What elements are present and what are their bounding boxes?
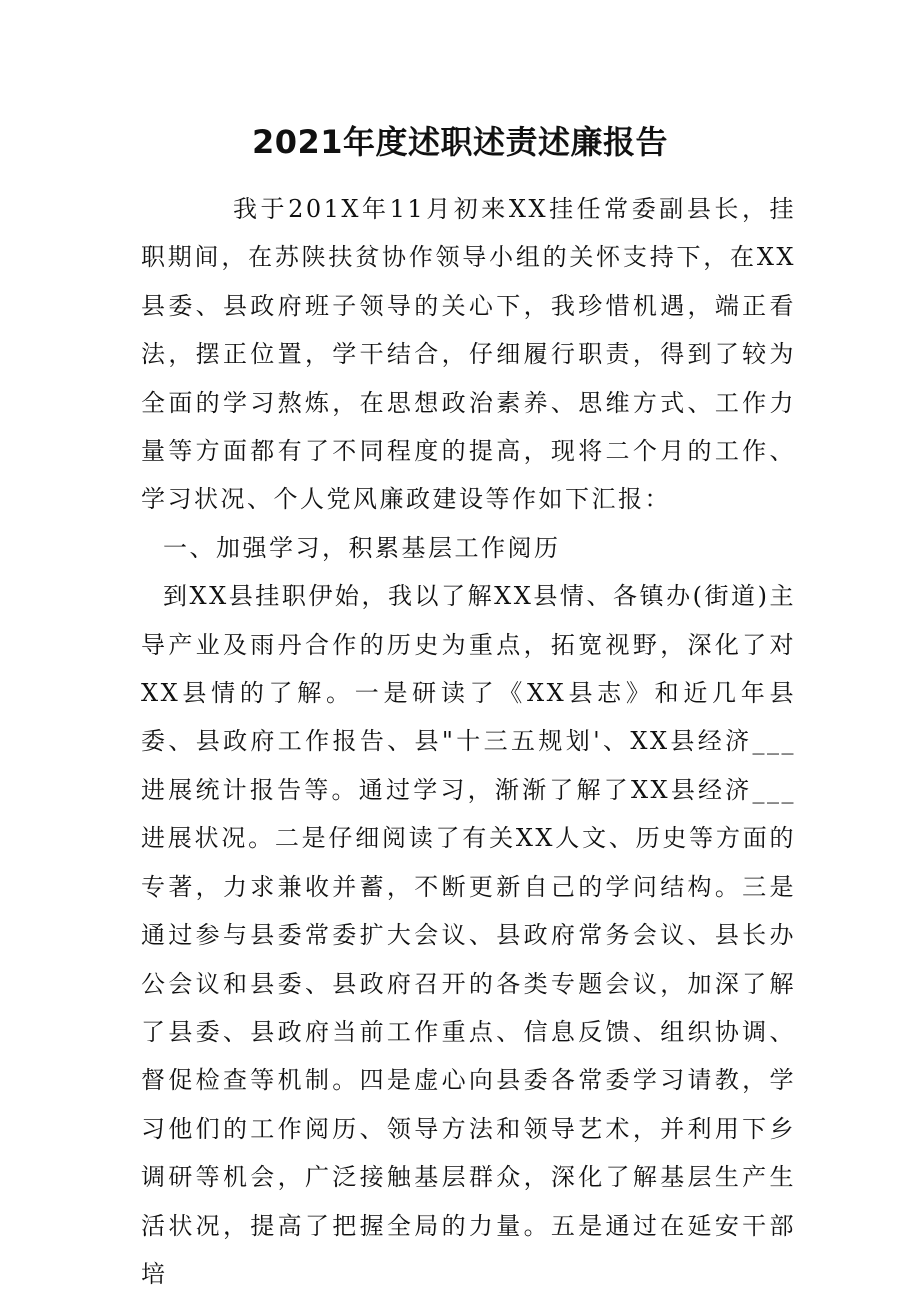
intro-paragraph: 我于201X年11月初来XX挂任常委副县长，挂职期间，在苏陕扶贫协作领导小组的关怀支持下，在XX县委、县政府班子领导的关心下，我珍惜机遇，端正看法，摆正位置，学干结合，仔细履行职责，得到了较为全面的学习熬炼，在思想政治素养、思维方式、工作力量等方面都有了不同程度的提高，现将二个月的工作、学习状况、个人党风廉政建设等作如下汇报：	[141, 195, 796, 514]
body-paragraph: 到XX县挂职伊始，我以了解XX县情、各镇办(街道)主导产业及雨丹合作的历史为重点，拓宽视野，深化了对XX县情的了解。一是研读了《XX县志》和近几年县委、县政府工作报告、县"十三五规划'、XX县经济___进展统计报告等。通过学习，渐渐了解了XX县经济___进展状况。二是仔细阅读了有关XX人文、历史等方面的专著，力求兼收并蓄，不断更新自己的学问结构。三是通过参与县委常委扩大会议、县政府常务会议、县长办公会议和县委、县政府召开的各类专题会议，加深了解了县委、县政府当前工作重点、信息反馈、组织协调、督促检查等机制。四是虚心向县委各常委学习请教，学习他们的工作阅历、领导方法和领导艺术，并利用下乡调研等机会，广泛接触基层群众，深化了解基层生产生活状况，提高了把握全局的力量。五是通过在延安干部培	[141, 582, 796, 1288]
document-title: 2021年度述职述责述廉报告	[251, 123, 669, 161]
section-heading-1: 一、加强学习，积累基层工作阅历	[163, 533, 561, 562]
document-body	[141, 185, 796, 1298]
